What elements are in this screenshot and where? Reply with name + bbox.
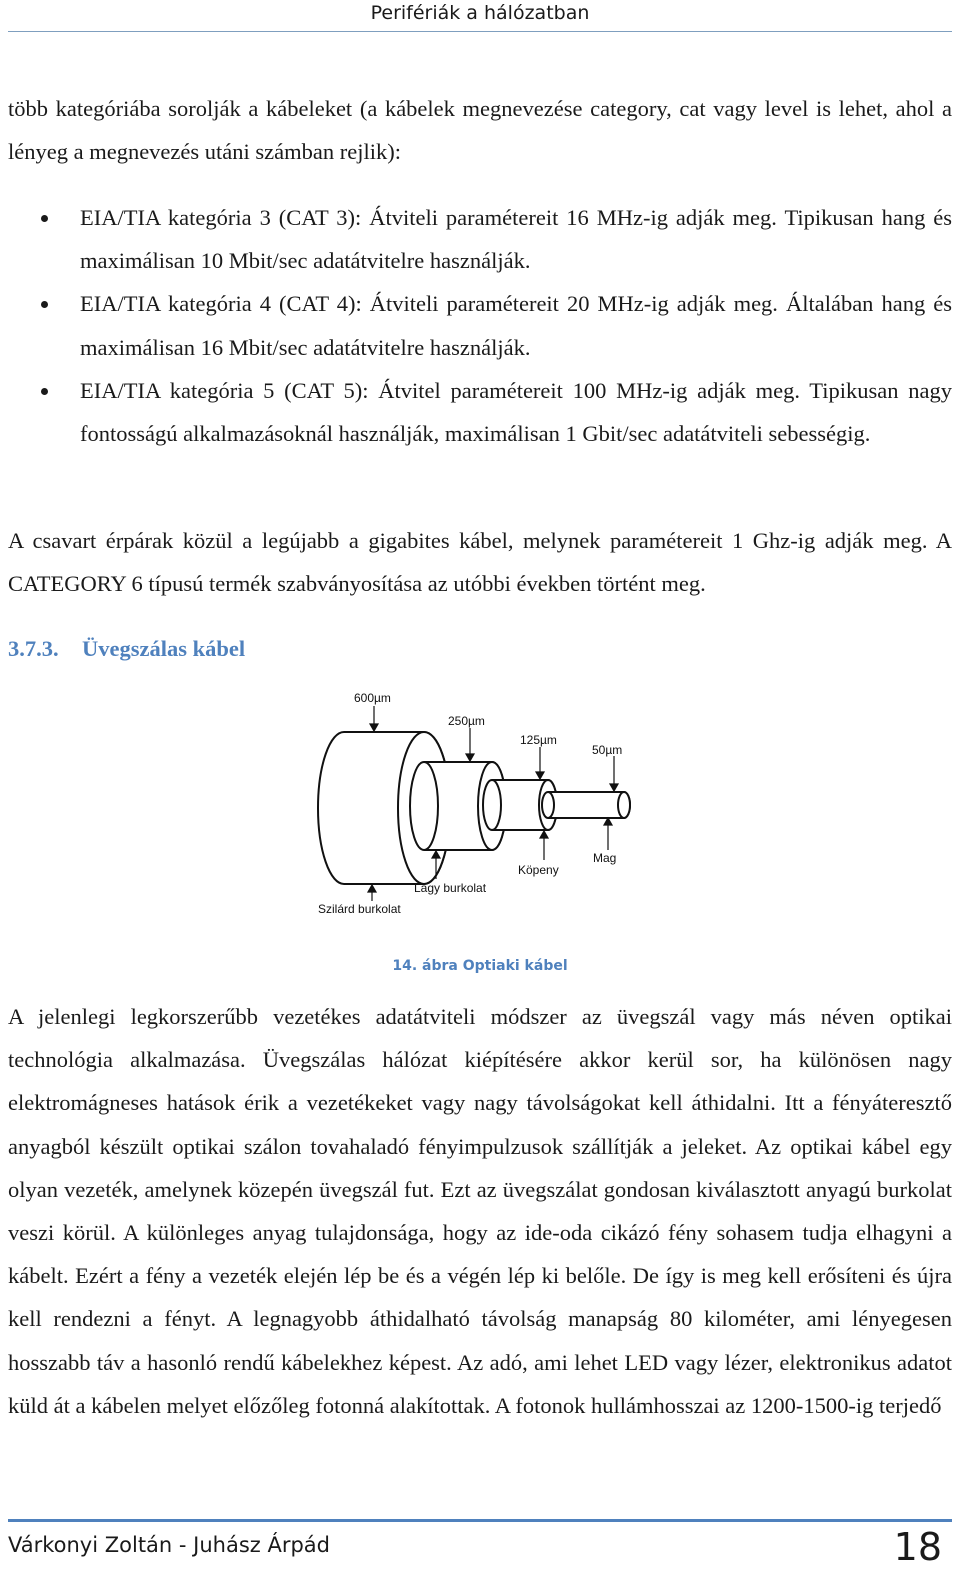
header-divider xyxy=(8,31,952,32)
running-header: Perifériák a hálózatban xyxy=(370,2,590,24)
label-125um: 125µm xyxy=(520,733,557,747)
fiber-cable-diagram xyxy=(296,684,656,924)
intro-paragraph: több kategóriába sorolják a kábeleket (a kábelek megnevezése category, cat vagy level is lehet, ahol a lényeg a megnevezés utáni számban rejlik): xyxy=(8,96,952,165)
section-title: Üvegszálas kábel xyxy=(82,636,246,661)
section-heading xyxy=(8,629,245,669)
cable-category-list xyxy=(8,196,952,455)
fiber-paragraph: A jelenlegi legkorszerűbb vezetékes adatátviteli módszer az üvegszál vagy más néven optikai technológia alkalmazása. Üvegszálas hálózat kiépítésére akkor kerül sor, ha különösen nagy elektromágneses hatások érik a vezetékeket vagy nagy távolságokat kell áthidalni. Itt a fényáteresztő anyagból készült optikai szálon tovahaladó fényimpulzusok szállítják a jeleket. Az optikai kábel egy olyan vezeték, amelynek közepén üvegszál fut. Ezt az üvegszálat gondosan kiválasztott anyagú burkolat veszi körül. A különleges anyag tulajdonsága, hogy az ide-oda cikázó fény sohasem tudja elhagyni a kábelt. Ezért a fény a vezeték elején lép be és a végén lép ki belőle. De így is meg kell erősíteni és újra kell rendezni a fényt. A legnagyobb áthidalható távolság manapság 80 kilométer, ami lényegesen hosszabb táv a hasonló rendű kábelekhez képest. Az adó, ami lehet LED vagy lézer, elektronikus adatot küld át a kábelen melyet előzőleg fotonná alakítottak. A fotonok hullámhosszai az 1200-1500-ig terjedő xyxy=(8,1004,952,1418)
gigabit-paragraph: A csavart érpárak közül a legújabb a gigabites kábel, melynek paramétereit 1 Ghz-ig adják meg. A CATEGORY 6 típusú termék szabványosítása az utóbbi években történt meg. xyxy=(8,528,952,597)
label-mag: Mag xyxy=(593,851,617,865)
label-250um: 250µm xyxy=(448,714,485,728)
label-lagy-burkolat: Lágy burkolat xyxy=(414,881,487,895)
figure-caption: 14. ábra Optiaki kábel xyxy=(392,958,568,974)
page-number: 18 xyxy=(893,1525,942,1569)
footer-authors: Várkonyi Zoltán - Juhász Árpád xyxy=(8,1533,331,1557)
label-50um: 50µm xyxy=(592,743,623,757)
list-item: EIA/TIA kategória 3 (CAT 3): Átviteli paramétereit 16 MHz-ig adják meg. Tipikusan hang és maximálisan 10 Mbit/sec adatátvitelre használják. xyxy=(8,196,952,282)
list-item: EIA/TIA kategória 4 (CAT 4): Átviteli paramétereit 20 MHz-ig adják meg. Általában hang és maximálisan 16 Mbit/sec adatátvitelre használják. xyxy=(8,282,952,368)
label-kopeny: Köpeny xyxy=(518,863,559,877)
label-600um: 600µm xyxy=(354,691,391,705)
section-number: 3.7.3. xyxy=(8,636,59,661)
footer-divider xyxy=(8,1519,952,1522)
list-item: EIA/TIA kategória 5 (CAT 5): Átvitel paramétereit 100 MHz-ig adják meg. Tipikusan nagy fontosságú alkalmazásoknál használják, maximálisan 1 Gbit/sec adatátviteli sebességig. xyxy=(8,369,952,455)
label-szilard-burkolat: Szilárd burkolat xyxy=(318,902,401,916)
